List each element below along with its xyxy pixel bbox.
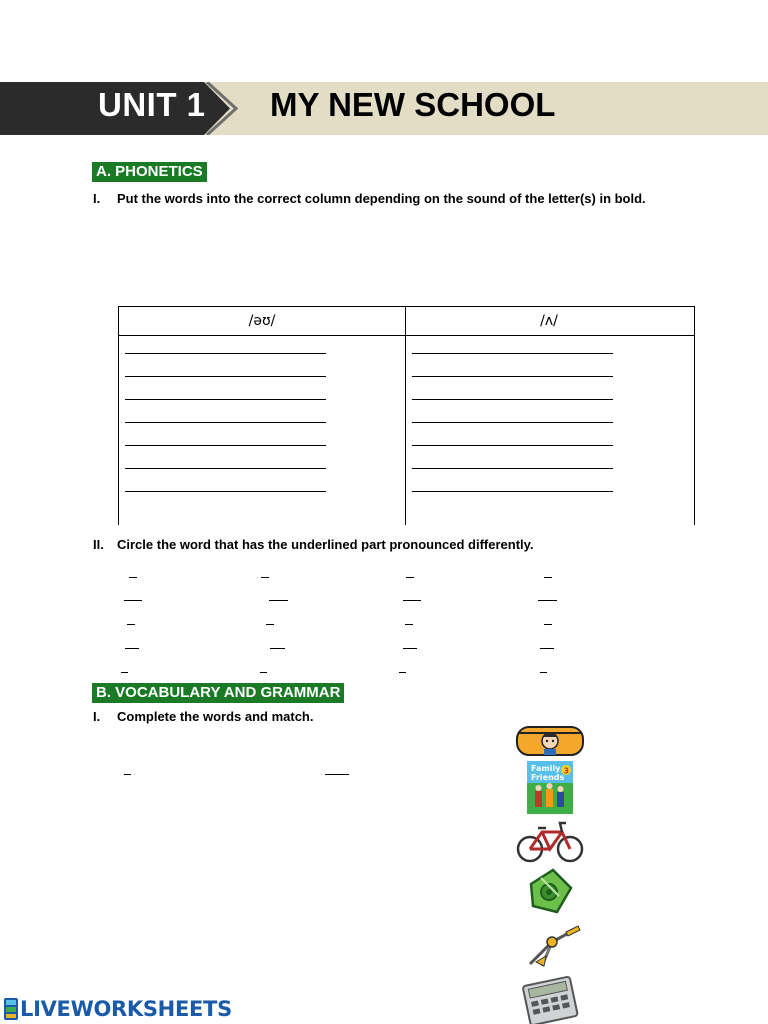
underline-mark[interactable] [129, 577, 137, 578]
answer-blank-right[interactable] [412, 491, 613, 492]
task-b1-instruction [93, 709, 313, 724]
answer-blank-right[interactable] [412, 445, 613, 446]
task-a2-instruction [93, 537, 534, 552]
answer-blank-left[interactable] [125, 353, 326, 354]
underline-mark[interactable] [261, 577, 269, 578]
compass-icon [522, 922, 584, 970]
section-b-heading: B. VOCABULARY AND GRAMMAR [92, 683, 344, 703]
underline-mark[interactable] [127, 624, 135, 625]
liveworksheets-logo[interactable]: LIVEWORKSHEETS [20, 997, 232, 1021]
answer-blank-left[interactable] [125, 491, 326, 492]
column-header-ou: /əʊ/ [248, 313, 276, 329]
underline-mark[interactable] [403, 648, 417, 649]
column-header-uh: /ʌ/ [540, 313, 558, 329]
underline-mark[interactable] [325, 774, 349, 775]
answer-blank-left[interactable] [125, 422, 326, 423]
task-b1-number: I. [93, 709, 101, 724]
underline-mark[interactable] [266, 624, 274, 625]
task-b1-text: Complete the words and match. [117, 709, 314, 724]
underline-mark[interactable] [124, 600, 142, 601]
task-a2-number: II. [93, 537, 104, 552]
task-a1-text: Put the words into the correct column depending on the sound of the letter(s) in bold. [117, 191, 646, 206]
pencil-sharpener-icon [527, 866, 575, 916]
sound-table [118, 306, 695, 525]
task-a2-text: Circle the word that has the underlined part pronounced differently. [117, 537, 534, 552]
answer-blank-right[interactable] [412, 422, 613, 423]
underline-mark[interactable] [125, 648, 139, 649]
task-a1-instruction [93, 191, 646, 206]
bicycle-icon [516, 818, 584, 864]
underline-mark[interactable] [269, 600, 288, 601]
underline-mark[interactable] [540, 672, 547, 673]
liveworksheets-logo-icon [4, 998, 18, 1020]
answer-blank-left[interactable] [125, 399, 326, 400]
underline-mark[interactable] [405, 624, 413, 625]
answer-blank-right[interactable] [412, 399, 613, 400]
answer-blank-right[interactable] [412, 468, 613, 469]
underline-mark[interactable] [544, 577, 552, 578]
page-title: MY NEW SCHOOL [270, 86, 556, 123]
underline-mark[interactable] [403, 600, 421, 601]
answer-blank-left[interactable] [125, 445, 326, 446]
answer-blank-right[interactable] [412, 353, 613, 354]
underline-mark[interactable] [270, 648, 285, 649]
underline-mark[interactable] [538, 600, 557, 601]
unit-title: UNIT 1 [98, 86, 206, 123]
svg-text:Friends: Friends [531, 773, 565, 782]
underline-mark[interactable] [260, 672, 267, 673]
svg-text:3: 3 [563, 766, 570, 776]
svg-text:Family: Family [531, 764, 561, 773]
underline-mark[interactable] [544, 624, 552, 625]
underline-mark[interactable] [540, 648, 554, 649]
answer-blank-left[interactable] [125, 468, 326, 469]
answer-blank-left[interactable] [125, 376, 326, 377]
section-a-heading: A. PHONETICS [92, 162, 207, 182]
underline-mark[interactable] [121, 672, 128, 673]
answer-blank-right[interactable] [412, 376, 613, 377]
underline-mark[interactable] [399, 672, 406, 673]
underline-mark[interactable] [406, 577, 414, 578]
pencil-case-icon [515, 722, 585, 760]
calculator-icon [520, 975, 580, 1024]
underline-mark[interactable] [124, 774, 131, 775]
textbook-icon [527, 761, 573, 814]
task-a1-number: I. [93, 191, 101, 206]
